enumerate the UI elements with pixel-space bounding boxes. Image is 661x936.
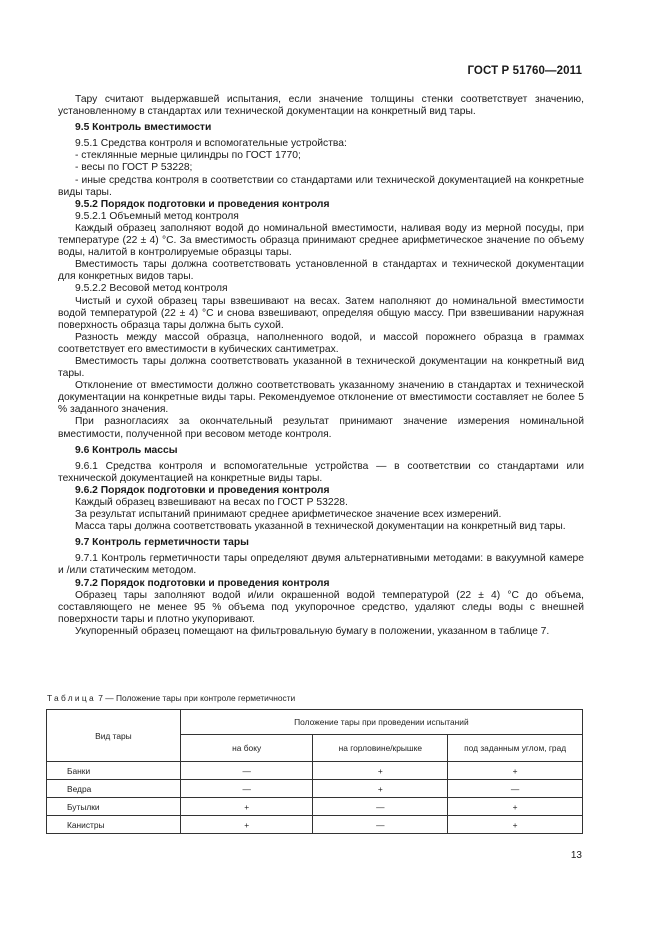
- table-row: [47, 798, 583, 816]
- paragraph: Масса тары должна соответствовать указанной в технической документации на конкретный вид тары.: [75, 521, 566, 533]
- table-cell: —: [180, 762, 313, 780]
- header-cell: на горловине/крышке: [313, 735, 448, 762]
- table-cell: +: [448, 762, 583, 780]
- section-heading: 9.6 Контроль массы: [75, 444, 178, 456]
- header-cell: на боку: [180, 735, 313, 762]
- row-label: Ведра: [47, 780, 181, 798]
- paragraph: Вместимость тары должна соответствовать установленной в стандартах и технической документации для конкретных видов тары.: [58, 259, 584, 283]
- row-label: Банки: [47, 762, 181, 780]
- paragraph: Каждый образец взвешивают на весах по ГОСТ Р 53228.: [75, 497, 348, 508]
- paragraph: 9.7.1 Контроль герметичности тары определяют двумя альтернативными методами: в вакуумной камере и /или статическим методом.: [58, 553, 584, 577]
- table-cell: +: [313, 762, 448, 780]
- list-item: - весы по ГОСТ Р 53228;: [75, 162, 193, 174]
- paragraph: Образец тары заполняют водой и/или окрашенной водой температурой (22 ± 4) °С до объема, составляющего не менее 95 % объема под укупорочное средство, удаляют следы воды с внешней поверхности тары и плотно укупоривают.: [58, 589, 584, 625]
- paragraph: Тару считают выдержавшей испытания, если значение толщины стенки соответствует значению, установленному в стандартах или технической документации на конкретный вид тары.: [58, 94, 584, 118]
- paragraph: Вместимость тары должна соответствовать указанной в технической документации на конкретный вид тары.: [58, 355, 584, 380]
- subsection-heading: 9.6.2 Порядок подготовки и проведения контроля: [75, 484, 330, 496]
- paragraph: 9.5.1 Средства контроля и вспомогательные устройства:: [75, 138, 347, 150]
- list-item: - стеклянные мерные цилиндры по ГОСТ 1770;: [75, 150, 301, 162]
- standard-code-header: ГОСТ Р 51760—2011: [467, 65, 582, 77]
- table-cell: —: [313, 798, 448, 816]
- row-label: Канистры: [47, 816, 181, 834]
- header-cell-type: Вид тары: [47, 710, 181, 762]
- paragraph: Каждый образец заполняют водой до номинальной вместимости, наливая воду из мерной посуды, при температуре (22 ± 4) °С. За вместимость образца принимают среднее арифметическое значение по объему воды, налитой в контролируемые образцы тары.: [58, 222, 584, 259]
- table-cell: +: [448, 798, 583, 816]
- paragraph: Укупоренный образец помещают на фильтровальную бумагу в положении, указанном в таблице 7.: [75, 625, 550, 637]
- table-cell: +: [448, 816, 583, 834]
- table-row: [47, 816, 583, 834]
- paragraph: Разность между массой образца, наполненного водой, и массой порожнего образца в граммах соответствует его вместимости в кубических сантиметрах.: [58, 331, 584, 355]
- paragraph: За результат испытаний принимают среднее арифметическое значение всех измерений.: [75, 509, 502, 521]
- row-label: Бутылки: [47, 798, 181, 816]
- table-caption-text: 7 — Положение тары при контроле герметичности: [95, 693, 296, 703]
- subsection-heading: 9.5.2 Порядок подготовки и проведения контроля: [75, 198, 330, 210]
- table-cell: +: [180, 816, 313, 834]
- table-caption-word: Таблица: [47, 693, 96, 703]
- table-row: [47, 762, 583, 780]
- paragraph: 9.6.1 Средства контроля и вспомогательные устройства — в соответствии со стандартами или технической документацией на конкретные виды тары.: [58, 460, 584, 484]
- table-cell: —: [180, 780, 313, 798]
- table-cell: +: [180, 798, 313, 816]
- paragraph: При разногласиях за окончательный результат принимают значение измерения номинальной вместимости, полученной при весовом методе контроля.: [58, 416, 584, 440]
- sealing-position-table: [46, 709, 583, 834]
- table-caption: [47, 693, 295, 703]
- header-cell-group: Положение тары при проведении испытаний: [180, 710, 582, 735]
- subsection-heading: 9.7.2 Порядок подготовки и проведения контроля: [75, 577, 330, 589]
- paragraph: Чистый и сухой образец тары взвешивают на весах. Затем наполняют до номинальной вместимости водой температурой (22 ± 4) °С и снова взвешивают, определяя общую массу. При взвешивании наружная поверхность образца тары должна быть сухой.: [58, 295, 584, 331]
- section-heading: 9.7 Контроль герметичности тары: [75, 537, 249, 549]
- table-row: [47, 780, 583, 798]
- table-cell: +: [313, 780, 448, 798]
- header-cell: под заданным углом, град: [448, 735, 583, 762]
- document-body: [58, 94, 584, 638]
- paragraph: 9.5.2.1 Объемный метод контроля: [75, 210, 239, 222]
- paragraph: 9.5.2.2 Весовой метод контроля: [75, 283, 228, 295]
- table-cell: —: [313, 816, 448, 834]
- page-number: 13: [570, 850, 582, 861]
- paragraph: Отклонение от вместимости должно соответствовать указанному значению в стандартах и технической документации на конкретные виды тары. Рекомендуемое отклонение от вместимости составляет не более 5 % заданного значения.: [58, 380, 584, 416]
- table-cell: —: [448, 780, 583, 798]
- list-item: - иные средства контроля в соответствии со стандартами или технической документацией на конкретные виды тары.: [58, 174, 584, 198]
- section-heading: 9.5 Контроль вместимости: [75, 122, 212, 134]
